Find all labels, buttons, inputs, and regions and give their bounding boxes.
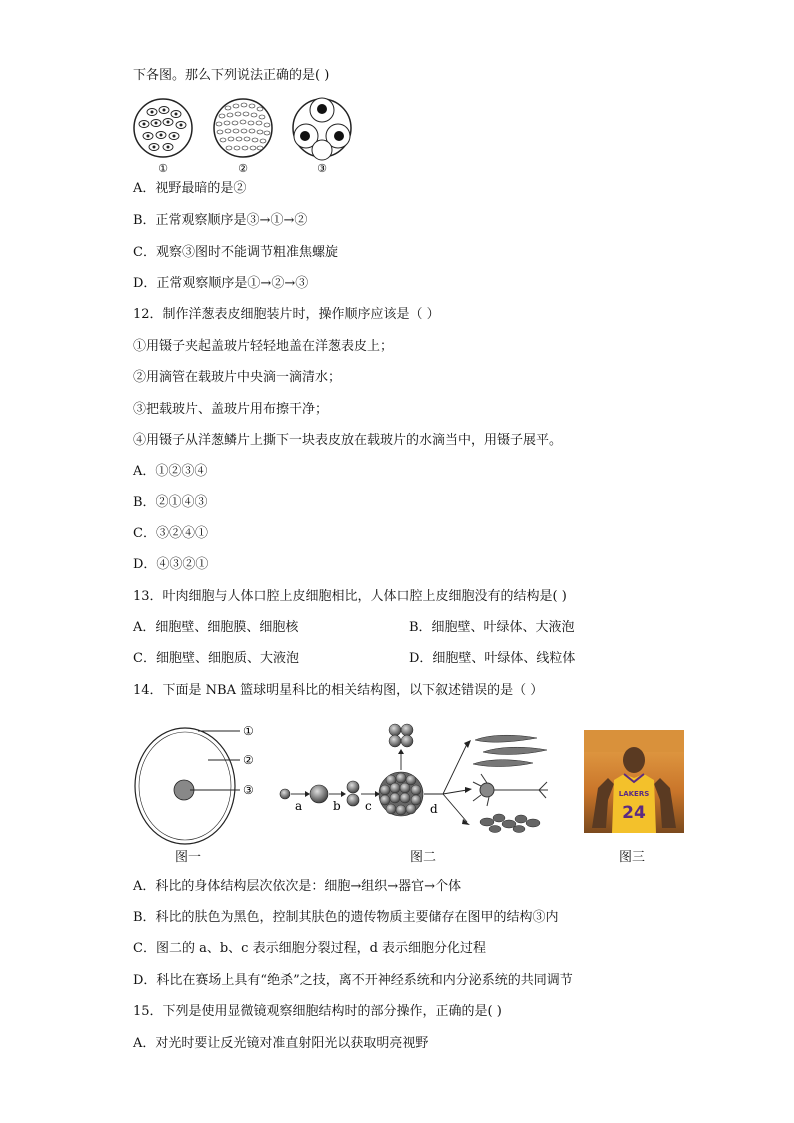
view-label-3: ③ (317, 162, 327, 175)
fig1-label-1: ① (243, 724, 254, 738)
q14-stem: 14．下面是 NBA 篮球明星科比的相关结构图，以下叙述错误的是（ ） (133, 683, 544, 698)
q15-stem: 15．下列是使用显微镜观察细胞结构时的部分操作，正确的是( ) (133, 1004, 502, 1019)
q13-stem: 13．叶肉细胞与人体口腔上皮细胞相比，人体口腔上皮细胞没有的结构是( ) (133, 589, 567, 604)
q14-option-b[interactable]: B．科比的肤色为黑色，控制其肤色的遗传物质主要储存在图甲的结构③内 (133, 910, 559, 925)
q11-microscope-figures (130, 92, 370, 182)
neuron (473, 774, 548, 806)
q14-figure-2-development (275, 718, 560, 843)
q12-step-3: ③把载玻片、盖玻片用布擦干净； (133, 402, 329, 417)
view-2-figure (214, 99, 272, 157)
fig3-caption: 图三 (619, 850, 646, 865)
q14-option-d[interactable]: D．科比在赛场上具有“绝杀”之技，离不开神经系统和内分泌系统的共同调节 (133, 973, 573, 988)
fig1-label-3: ③ (243, 783, 254, 797)
jersey-brand: LAKERS (618, 790, 650, 798)
q12-stem: 12．制作洋葱表皮细胞装片时，操作顺序应该是（ ） (133, 307, 440, 322)
q12-step-1: ①用镊子夹起盖玻片轻轻地盖在洋葱表皮上； (133, 339, 394, 354)
q13-option-b[interactable]: B．细胞壁、叶绿体、大液泡 (409, 620, 575, 635)
fig2-caption: 图二 (410, 850, 437, 865)
view-1-figure (134, 99, 192, 157)
q14-figure-3-photo (584, 730, 684, 833)
q13-option-a[interactable]: A．细胞壁、细胞膜、细胞核 (133, 620, 299, 635)
q12-option-d[interactable]: D．④③②① (133, 557, 209, 572)
fig1-label-2: ② (243, 753, 254, 767)
fig2-label-b: b (333, 799, 341, 813)
q12-step-4: ④用镊子从洋葱鳞片上撕下一块表皮放在载玻片的水滴当中，用镊子展平。 (133, 433, 563, 448)
q11-option-d[interactable]: D．正常观察顺序是①→②→③ (133, 276, 309, 291)
q12-option-b[interactable]: B．②①④③ (133, 495, 208, 510)
fig1-caption: 图一 (175, 850, 202, 865)
q11-option-c[interactable]: C．观察③图时不能调节粗准焦螺旋 (133, 245, 338, 260)
q14-figure-1-cell (130, 720, 270, 845)
muscle-tissue (473, 735, 547, 766)
fig2-label-d: d (430, 802, 438, 816)
q13-option-c[interactable]: C．细胞壁、细胞质、大液泡 (133, 651, 299, 666)
q15-option-a[interactable]: A．对光时要让反光镜对准直射阳光以获取明亮视野 (133, 1036, 429, 1051)
q11-option-b[interactable]: B．正常观察顺序是③→①→② (133, 213, 308, 228)
fig2-label-a: a (295, 799, 303, 813)
q11-option-a[interactable]: A．视野最暗的是② (133, 181, 247, 196)
view-label-1: ① (158, 162, 168, 175)
blood-tissue (480, 814, 540, 833)
q13-option-d[interactable]: D．细胞壁、叶绿体、线粒体 (409, 651, 576, 666)
jersey-number: 24 (622, 803, 646, 823)
view-label-2: ② (238, 162, 248, 175)
q12-option-a[interactable]: A．①②③④ (133, 464, 208, 479)
q11-stem: 下各图。那么下列说法正确的是( ) (133, 68, 330, 83)
player-photo (584, 730, 684, 833)
view-3-figure (293, 98, 351, 160)
q14-option-c[interactable]: C．图二的 a、b、c 表示细胞分裂过程，d 表示细胞分化过程 (133, 941, 487, 956)
q12-option-c[interactable]: C．③②④① (133, 526, 208, 541)
q14-option-a[interactable]: A．科比的身体结构层次依次是：细胞→组织→器官→个体 (133, 879, 462, 894)
q12-step-2: ②用滴管在载玻片中央滴一滴清水； (133, 370, 342, 385)
fig2-label-c: c (365, 799, 372, 813)
